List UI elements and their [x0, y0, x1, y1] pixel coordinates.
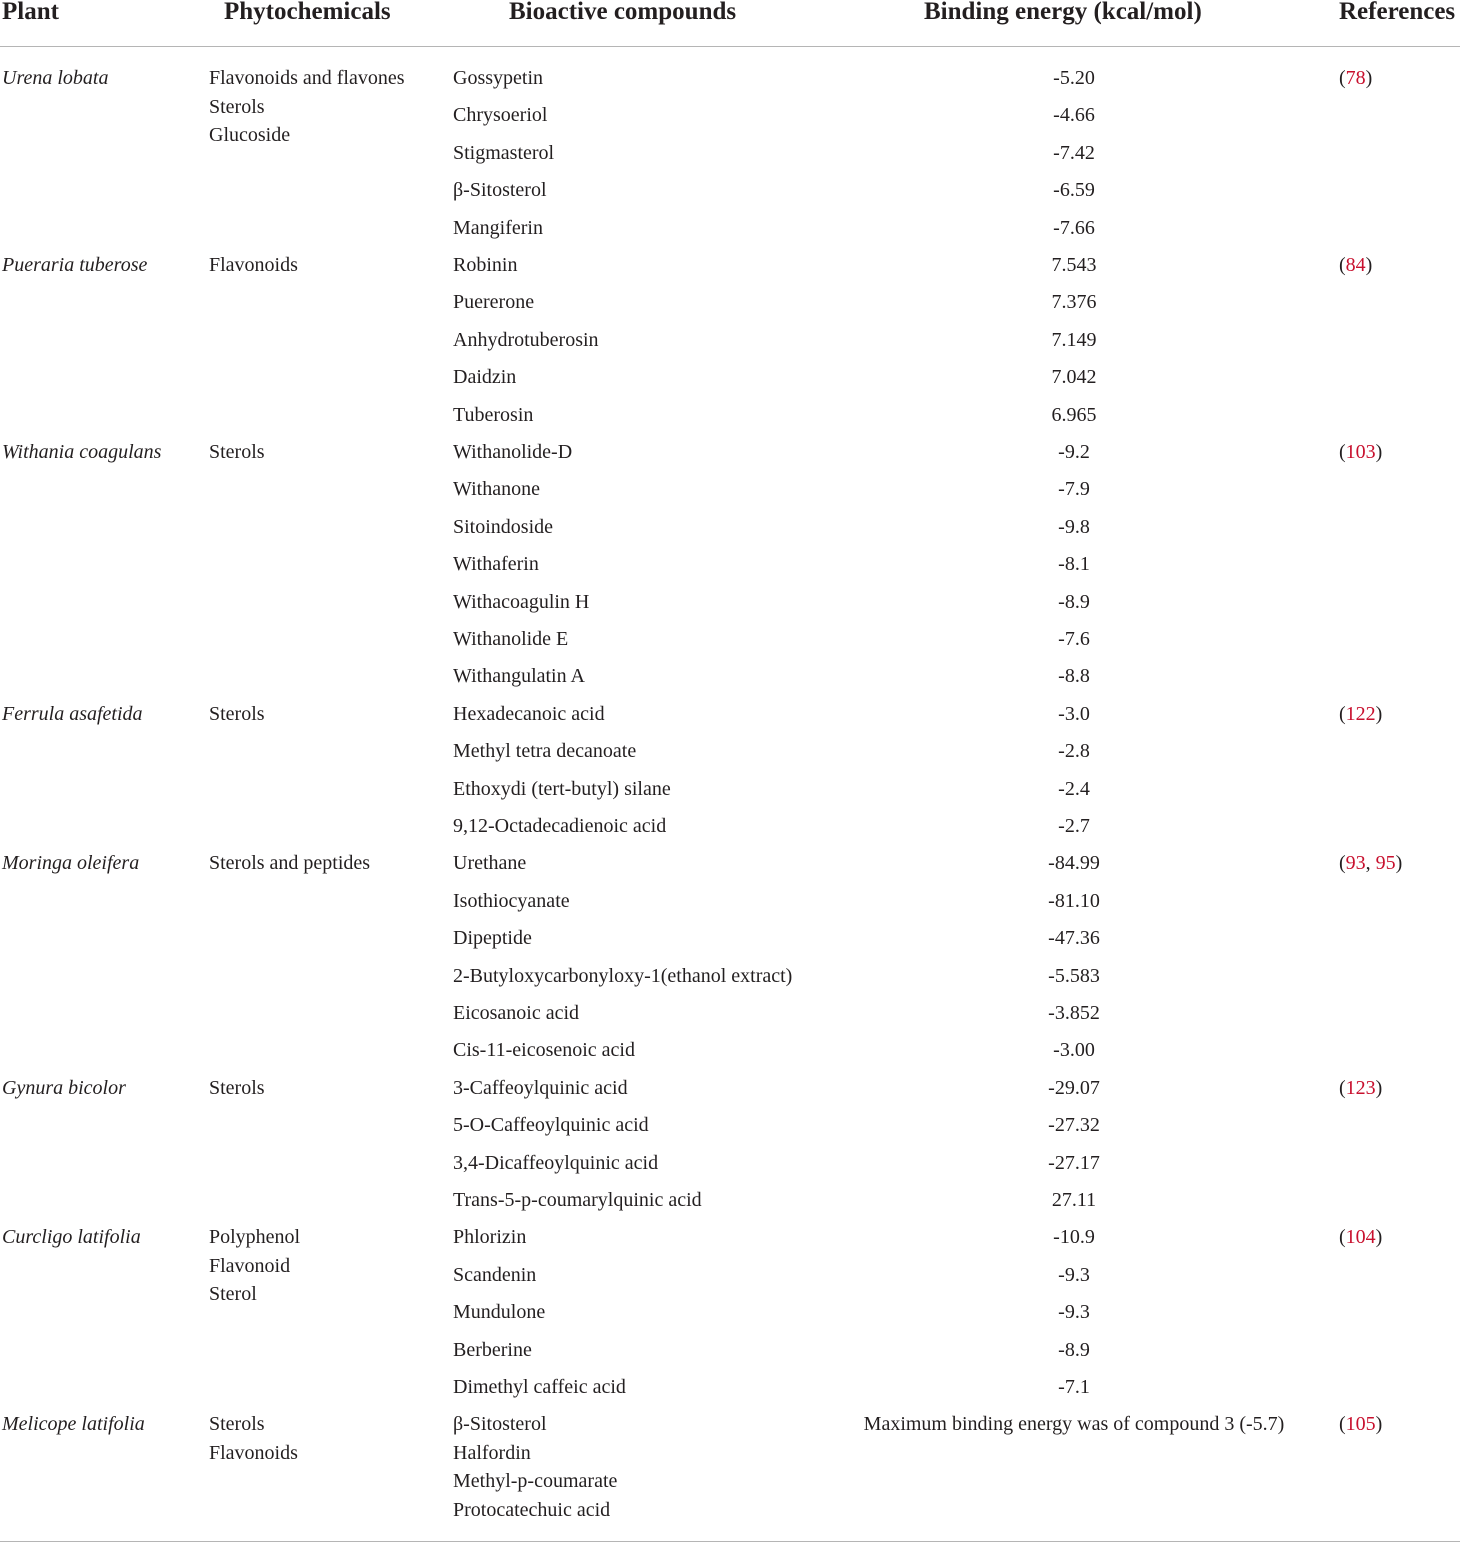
compound-name: Puererone [453, 291, 535, 314]
phytochemical: Sterols [209, 95, 265, 118]
binding-energy-value: -6.59 [1053, 179, 1095, 202]
compound-name: 2-Butyloxycarbonyloxy-1(ethanol extract) [453, 964, 793, 987]
phytochemical: Glucoside [209, 124, 291, 146]
reference-cell: (93, 95) [1339, 852, 1403, 875]
binding-energy-value: 6.965 [1051, 403, 1097, 426]
binding-energy-value: 27.11 [1051, 1188, 1097, 1211]
compound-name: β-Sitosterol [453, 1413, 547, 1436]
binding-energy-value: -7.42 [1053, 141, 1095, 164]
ref-close-paren: ) [1375, 1226, 1383, 1249]
ref-open-paren: ( [1339, 702, 1346, 725]
compound-name: 3-Caffeoylquinic acid [453, 1076, 628, 1099]
table-header [0, 0, 1460, 47]
reference-link[interactable]: 95 [1375, 852, 1396, 875]
compound-name: Hexadecanoic acid [453, 702, 605, 725]
binding-energy-value: -27.32 [1048, 1114, 1100, 1137]
plant-name: Urena lobata [2, 67, 109, 89]
binding-energy-value: -47.36 [1048, 927, 1100, 950]
phytochemical: Sterols [209, 1413, 265, 1436]
compound-name: Berberine [453, 1338, 532, 1361]
compound-name: Scandenin [453, 1263, 537, 1286]
binding-energy-value: -2.4 [1058, 777, 1090, 800]
binding-energy-value: -9.3 [1058, 1301, 1090, 1324]
compound-name: Eicosanoic acid [453, 1001, 580, 1024]
plant-name: Gynura bicolor [2, 1076, 126, 1099]
binding-energy-value: 7.042 [1051, 366, 1097, 389]
binding-energy-value: -2.7 [1058, 814, 1090, 837]
compound-name: β-Sitosterol [453, 179, 547, 202]
binding-energy-note: Maximum binding energy was of compound 3 (-5.7) [863, 1413, 1285, 1436]
compound-name: Trans-5-p-coumarylquinic acid [453, 1188, 702, 1211]
phytochemical: Flavonoids [209, 1441, 298, 1464]
compound-name: Methyl tetra decanoate [453, 740, 637, 763]
compound-name: Phlorizin [453, 1226, 527, 1249]
ref-open-paren: ( [1339, 1226, 1346, 1249]
binding-energy-value: -9.3 [1058, 1263, 1090, 1286]
binding-energy-value: -81.10 [1048, 889, 1100, 912]
phytochemical: Flavonoids [209, 254, 298, 276]
ref-open-paren: ( [1339, 441, 1346, 463]
binding-energy-value: -84.99 [1048, 852, 1100, 875]
phytochemical: Sterol [209, 1283, 257, 1306]
header-phytochemicals: Phytochemicals [224, 0, 391, 25]
ref-close-paren: ) [1375, 1413, 1383, 1436]
binding-energy-value: -8.9 [1058, 590, 1090, 613]
compound-name: Cis-11-eicosenoic acid [453, 1039, 635, 1062]
header-binding-energy: Binding energy (kcal/mol) [924, 0, 1202, 25]
binding-energy-value: -7.66 [1053, 216, 1095, 239]
binding-energy-value: -3.0 [1058, 702, 1090, 725]
reference-link[interactable]: 103 [1345, 441, 1376, 463]
compound-name: 5-O-Caffeoylquinic acid [453, 1114, 649, 1137]
binding-energy-value: -7.9 [1058, 478, 1090, 501]
compound-name: Protocatechuic acid [453, 1498, 611, 1521]
plant-name: Curcligo latifolia [2, 1226, 141, 1249]
binding-energy-value: -9.2 [1058, 441, 1090, 463]
binding-energy-value: -9.8 [1058, 515, 1090, 538]
phytochemical: Sterols [209, 441, 265, 463]
compound-name: Withanolide E [453, 628, 569, 650]
compound-name: Withaferin [453, 553, 539, 576]
binding-energy-value: -5.583 [1048, 964, 1100, 987]
compound-name: Chrysoeriol [453, 104, 548, 127]
reference-link[interactable]: 84 [1345, 254, 1366, 276]
phytochemical: Polyphenol [209, 1226, 301, 1249]
binding-energy-value: -3.852 [1048, 1001, 1100, 1024]
compound-name: Methyl-p-coumarate [453, 1470, 618, 1493]
compound-name: Gossypetin [453, 67, 543, 89]
binding-energy-value: -7.6 [1058, 628, 1090, 650]
compound-name: Dimethyl caffeic acid [453, 1375, 626, 1398]
phytochemical: Sterols and peptides [209, 852, 371, 875]
reference-cell [1339, 1074, 1382, 1103]
ref-close-paren: ) [1375, 702, 1383, 725]
binding-energy-value: -5.20 [1053, 67, 1095, 89]
compound-name: Ethoxydi (tert-butyl) silane [453, 777, 671, 800]
phytochemical: Flavonoid [209, 1254, 291, 1277]
compound-name: Daidzin [453, 366, 517, 389]
ref-close-paren: ) [1365, 67, 1373, 89]
reference-link[interactable]: 93 [1345, 852, 1366, 875]
binding-energy-value: -8.9 [1058, 1338, 1090, 1361]
reference-cell [1339, 64, 1372, 93]
binding-energy-value: -8.1 [1058, 553, 1090, 576]
header-bioactive-compounds: Bioactive compounds [509, 0, 737, 25]
binding-energy-value: -8.8 [1058, 665, 1090, 688]
ref-close-paren: ) [1375, 1076, 1383, 1099]
reference-link[interactable]: 123 [1345, 1076, 1376, 1099]
ref-open-paren: ( [1339, 254, 1346, 276]
reference-cell [1339, 1223, 1382, 1252]
plant-name: Moringa oleifera [2, 852, 140, 875]
phytochemical: Sterols [209, 1076, 265, 1099]
reference-link[interactable]: 122 [1345, 702, 1376, 725]
ref-open-paren: ( [1339, 1413, 1346, 1436]
compound-name: Halfordin [453, 1441, 531, 1464]
binding-energy-value: -10.9 [1053, 1226, 1095, 1249]
phytochemical: Sterols [209, 702, 265, 725]
reference-cell [1339, 438, 1382, 467]
ref-open-paren: ( [1339, 67, 1346, 89]
compound-name: Anhydrotuberosin [453, 328, 599, 351]
binding-energy-value: -3.00 [1053, 1039, 1095, 1062]
compound-name: 9,12-Octadecadienoic acid [453, 814, 667, 837]
plant-name: Ferrula asafetida [2, 702, 143, 725]
binding-energy-value: -27.17 [1048, 1151, 1100, 1174]
compound-name: Withacoagulin H [453, 590, 590, 613]
plant-name: Pueraria tuberose [2, 254, 148, 276]
table-bottom-rule [0, 1541, 1460, 1542]
compound-name: Mundulone [453, 1301, 546, 1324]
binding-energy-value: -4.66 [1053, 104, 1095, 127]
compound-name: Withanolide-D [453, 441, 573, 463]
ref-close-paren: ) [1365, 254, 1373, 276]
compound-name: Sitoindoside [453, 515, 554, 538]
reference-cell [1339, 251, 1372, 280]
compound-name: Mangiferin [453, 216, 543, 239]
phytochemical: Flavonoids and flavones [209, 67, 405, 89]
ref-close-paren: ) [1395, 852, 1403, 875]
compound-name: Withanone [453, 478, 540, 501]
binding-energy-value: 7.376 [1051, 291, 1097, 314]
reference-link[interactable]: 104 [1345, 1226, 1376, 1249]
ref-open-paren: ( [1339, 1076, 1346, 1099]
plant-name: Melicope latifolia [2, 1413, 145, 1436]
binding-energy-value: -2.8 [1058, 740, 1090, 763]
compound-name: Stigmasterol [453, 141, 555, 164]
binding-energy-value: -7.1 [1058, 1375, 1090, 1398]
binding-energy-value: -29.07 [1048, 1076, 1100, 1099]
plant-name: Withania coagulans [2, 441, 162, 463]
ref-open-paren: ( [1339, 852, 1346, 875]
reference-cell [1339, 700, 1382, 729]
compound-name: Withangulatin A [453, 665, 585, 688]
ref-close-paren: ) [1375, 441, 1383, 463]
binding-energy-value: 7.149 [1051, 328, 1097, 351]
compound-name: Isothiocyanate [453, 889, 570, 912]
compound-name: Tuberosin [453, 403, 534, 426]
reference-link[interactable]: 78 [1345, 67, 1366, 89]
compound-name: Robinin [453, 254, 518, 276]
reference-link[interactable]: 105 [1345, 1413, 1376, 1436]
compound-name: Dipeptide [453, 927, 532, 950]
binding-energy-value: 7.543 [1051, 254, 1097, 276]
header-plant: Plant [2, 0, 59, 25]
header-references: References [1339, 0, 1456, 25]
compound-name: 3,4-Dicaffeoylquinic acid [453, 1151, 659, 1174]
compound-name: Urethane [453, 852, 527, 875]
